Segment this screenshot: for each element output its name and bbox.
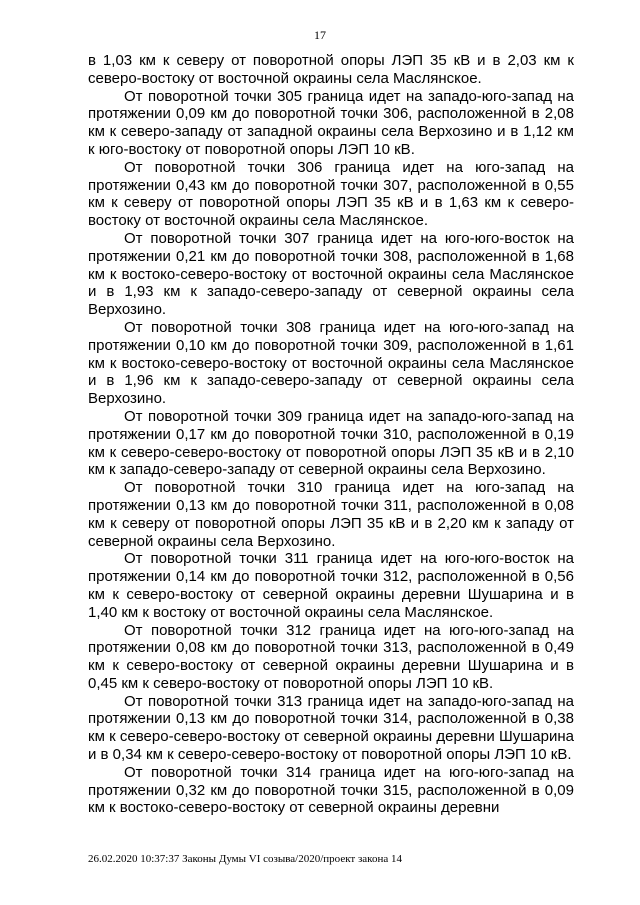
- paragraph: От поворотной точки 313 граница идет на западо-юго-запад на протяжении 0,13 км до поворотной точки 314, расположенной в 0,38 км к северо-северо-востоку от северной окраины деревни Шушарина и в 0,34 км к северо-северо-востоку от поворотной опоры ЛЭП 10 кВ.: [88, 692, 574, 764]
- paragraph: От поворотной точки 308 граница идет на юго-юго-запад на протяжении 0,10 км до поворотной точки 309, расположенной в 1,61 км к востоко-северо-востоку от восточной окраины села Маслянское и в 1,96 км к западо-северо-западу от северной окраины села Верхозино.: [88, 318, 574, 408]
- paragraph: От поворотной точки 309 граница идет на западо-юго-запад на протяжении 0,17 км до поворотной точки 310, расположенной в 0,19 км к северо-северо-востоку от поворотной опоры ЛЭП 35 кВ и в 2,10 км к западо-северо-западу от северной окраины села Верхозино.: [88, 407, 574, 479]
- document-body: [88, 52, 574, 817]
- page-number: 17: [314, 28, 326, 42]
- paragraph: От поворотной точки 311 граница идет на юго-юго-восток на протяжении 0,14 км до поворотной точки 312, расположенной в 0,56 км к северо-востоку от северной окраины деревни Шушарина и в 1,40 км к востоку от восточной окраины села Маслянское.: [88, 550, 574, 621]
- paragraph: От поворотной точки 310 граница идет на юго-запад на протяжении 0,13 км до поворотной точки 311, расположенной в 0,08 км к северу от поворотной опоры ЛЭП 35 кВ и в 2,20 км к западу от северной окраины села Верхозино.: [88, 479, 574, 550]
- paragraph: От поворотной точки 307 граница идет на юго-юго-восток на протяжении 0,21 км до поворотной точки 308, расположенной в 1,68 км к востоко-северо-востоку от восточной окраины села Маслянское и в 1,93 км к западо-северо-западу от северной окраины села Верхозино.: [88, 229, 574, 319]
- page-footer: 26.02.2020 10:37:37 Законы Думы VI созыва/2020/проект закона 14: [88, 853, 402, 865]
- paragraph: От поворотной точки 314 граница идет на юго-юго-запад на протяжении 0,32 км до поворотной точки 315, расположенной в 0,09 км к востоко-северо-востоку от северной окраины деревни: [88, 763, 574, 817]
- paragraph: От поворотной точки 305 граница идет на западо-юго-запад на протяжении 0,09 км до поворотной точки 306, расположенной в 2,08 км к северо-западу от западной окраины села Верхозино и в 1,12 км к юго-востоку от поворотной опоры ЛЭП 10 кВ.: [88, 87, 574, 158]
- paragraph: От поворотной точки 306 граница идет на юго-запад на протяжении 0,43 км до поворотной точки 307, расположенной в 0,55 км к северу от поворотной опоры ЛЭП 35 кВ и в 1,63 км к северо-востоку от восточной окраины села Маслянское.: [88, 158, 574, 230]
- paragraph: в 1,03 км к северу от поворотной опоры ЛЭП 35 кВ и в 2,03 км к северо-востоку от восточной окраины села Маслянское.: [88, 52, 574, 87]
- paragraph: От поворотной точки 312 граница идет на юго-юго-запад на протяжении 0,08 км до поворотной точки 313, расположенной в 0,49 км к северо-востоку от северной окраины деревни Шушарина и в 0,45 км к северо-востоку от поворотной опоры ЛЭП 10 кВ.: [88, 621, 574, 692]
